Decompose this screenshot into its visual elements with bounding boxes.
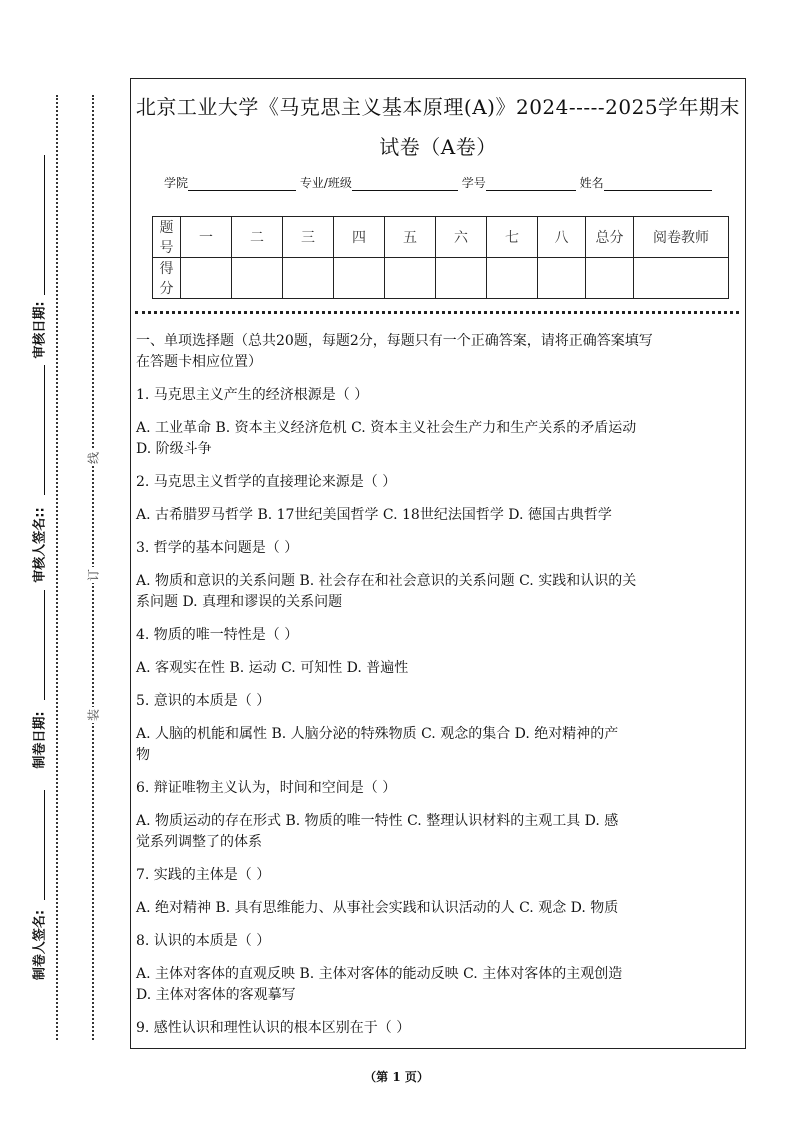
score-cell[interactable] [634, 258, 729, 299]
question-stem: 2. 马克思主义哲学的直接理论来源是（ ） [136, 474, 397, 490]
col-6: 六 [436, 217, 487, 258]
score-table-score-row [153, 258, 729, 299]
question-options [136, 964, 741, 1006]
reviewer-signature-label: 审核人签名:: [32, 507, 48, 583]
option-line: A. 客观实在性 B. 运动 C. 可知性 D. 普遍性 [136, 660, 409, 676]
col-8: 八 [538, 217, 586, 258]
option-line: A. 主体对客体的直观反映 B. 主体对客体的能动反映 C. 主体对客体的主观创造 [136, 966, 623, 982]
option-line: A. 绝对精神 B. 具有思维能力、从事社会实践和认识活动的人 C. 观念 D. 物质 [136, 900, 619, 916]
question-options [136, 898, 741, 919]
col-5: 五 [385, 217, 436, 258]
question-stem: 1. 马克思主义产生的经济根源是（ ） [136, 387, 369, 403]
exam-title-line2: 试卷（A卷） [379, 135, 497, 159]
score-table [152, 216, 729, 299]
major-input[interactable] [352, 177, 458, 191]
col-1: 一 [181, 217, 232, 258]
college-input[interactable] [188, 177, 296, 191]
score-cell[interactable] [334, 258, 385, 299]
option-line: D. 主体对客体的客观摹写 [136, 987, 296, 1003]
score-cell[interactable] [283, 258, 334, 299]
col-2: 二 [232, 217, 283, 258]
col-4: 四 [334, 217, 385, 258]
signature-line [44, 790, 45, 900]
exam-page [130, 78, 746, 1049]
col-7: 七 [487, 217, 538, 258]
score-cell[interactable] [232, 258, 283, 299]
signature-line [44, 590, 45, 700]
question-stem: 6. 辩证唯物主义认为，时间和空间是（ ） [136, 780, 397, 796]
question-stem: 3. 哲学的基本问题是（ ） [136, 540, 299, 556]
question-options [136, 418, 741, 460]
binding-line-outer [56, 95, 58, 1040]
score-table-header-row [153, 217, 729, 258]
question-options [136, 724, 741, 766]
binding-char-staple: 订 [86, 568, 101, 582]
option-line: 系问题 D. 真理和谬误的关系问题 [136, 594, 343, 610]
option-line: A. 古希腊罗马哲学 B. 17世纪美国哲学 C. 18世纪法国哲学 D. 德国古典哲学 [136, 507, 612, 523]
student-info [164, 174, 712, 191]
paper-maker-signature-label: 制卷人签名: [32, 909, 48, 981]
question-options [136, 505, 741, 526]
score-cell[interactable] [487, 258, 538, 299]
field-major-label: 专业/班级 [299, 176, 352, 190]
score-cell[interactable] [181, 258, 232, 299]
signature-line [44, 365, 45, 495]
section-heading: 在答题卡相应位置） [136, 354, 262, 370]
option-line: A. 工业革命 B. 资本主义经济危机 C. 资本主义社会生产力和生产关系的矛盾运动 [136, 420, 637, 436]
signature-line [44, 155, 45, 295]
col-total: 总分 [586, 217, 634, 258]
binding-char-bind: 装 [86, 708, 101, 722]
option-line: A. 物质运动的存在形式 B. 物质的唯一特性 C. 整理认识材料的主观工具 D. 感 [136, 813, 619, 829]
score-cell[interactable] [385, 258, 436, 299]
question-stem: 7. 实践的主体是（ ） [136, 867, 271, 883]
option-line: 物 [136, 747, 150, 763]
question-options [136, 571, 741, 613]
col-3: 三 [283, 217, 334, 258]
field-name-label: 姓名 [579, 176, 604, 190]
question-list [136, 385, 741, 1039]
header-label: 题号 [153, 217, 181, 258]
score-cell[interactable] [538, 258, 586, 299]
paper-date-label: 制卷日期: [32, 711, 48, 769]
option-line: A. 人脑的机能和属性 B. 人脑分泌的特殊物质 C. 观念的集合 D. 绝对精神的产 [136, 726, 619, 742]
question-options [136, 658, 741, 679]
question-stem: 4. 物质的唯一特性是（ ） [136, 627, 299, 643]
question-stem: 8. 认识的本质是（ ） [136, 933, 271, 949]
score-cell[interactable] [436, 258, 487, 299]
col-grader: 阅卷教师 [634, 217, 729, 258]
option-line: 觉系列调整了的体系 [136, 834, 262, 850]
section-heading: 一、单项选择题（总共20题，每题2分，每题只有一个正确答案，请将正确答案填写 [136, 333, 653, 349]
student-id-input[interactable] [486, 177, 576, 191]
question-section [136, 331, 741, 1039]
binding-char-line: 线 [86, 451, 101, 465]
review-date-label: 审核日期: [32, 301, 48, 359]
field-id-label: 学号 [461, 176, 486, 190]
option-line: D. 阶级斗争 [136, 441, 212, 457]
exam-title-line1: 北京工业大学《马克思主义基本原理(A)》2024-----2025学年期末 [135, 95, 741, 119]
option-line: A. 物质和意识的关系问题 B. 社会存在和社会意识的关系问题 C. 实践和认识的关 [136, 573, 637, 589]
question-stem: 5. 意识的本质是（ ） [136, 693, 271, 709]
dotted-divider [135, 311, 739, 314]
name-input[interactable] [604, 177, 712, 191]
field-college-label: 学院 [164, 176, 189, 190]
question-stem: 9. 感性认识和理性认识的根本区别在于（ ） [136, 1020, 411, 1036]
score-label: 得分 [153, 258, 181, 299]
question-options [136, 811, 741, 853]
page-number: （第 1 页） [364, 1070, 429, 1084]
score-cell[interactable] [586, 258, 634, 299]
